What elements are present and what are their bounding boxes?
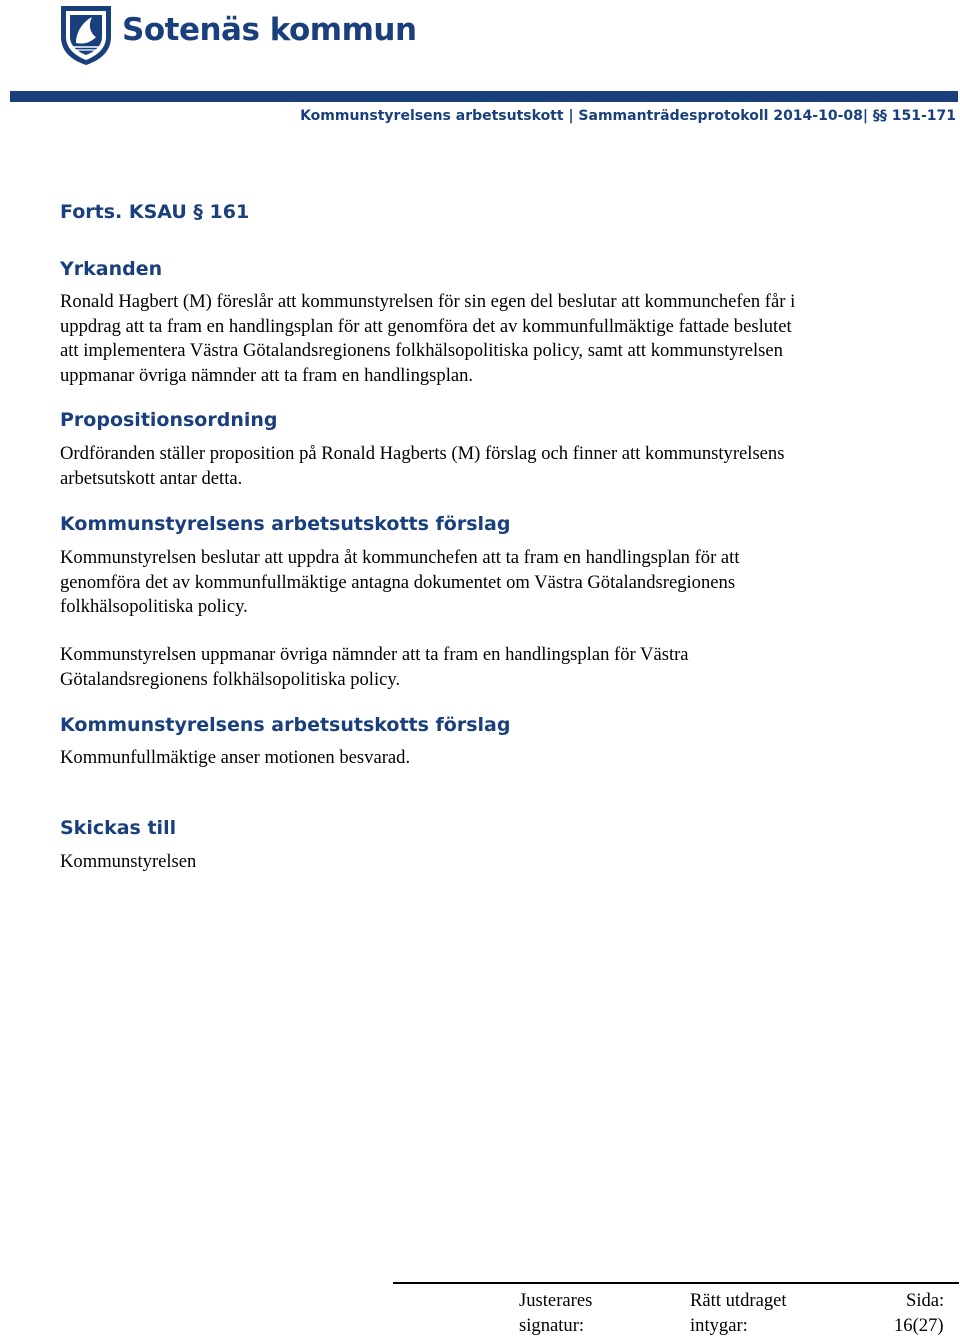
text-line: Kommunfullmäktige anser motionen besvarad. (60, 747, 411, 768)
forslag-paragraph-3 (60, 746, 905, 771)
footer-intygar: intygar: (690, 1315, 748, 1336)
bird-shield-icon (58, 3, 114, 67)
propositionsordning-heading: Propositionsordning (60, 409, 278, 431)
text-line: Kommunstyrelsen uppmanar övriga nämnder att ta fram en handlingsplan för Västra (60, 644, 689, 665)
footer-justerares: Justerares (519, 1290, 593, 1311)
propositionsordning-paragraph (60, 442, 905, 491)
text-line: Ronald Hagbert (M) föreslår att kommunstyrelsen för sin egen del beslutar att kommunchefen får i (60, 291, 796, 312)
footer-ratt-utdraget: Rätt utdraget (690, 1290, 787, 1311)
section-heading: Forts. KSAU § 161 (60, 201, 250, 223)
footer-signatur: signatur: (519, 1315, 585, 1336)
skickas-till-recipient (60, 850, 905, 875)
forslag-paragraph (60, 546, 905, 620)
text-line: folkhälsopolitiska policy. (60, 596, 248, 617)
skickas-till-heading: Skickas till (60, 817, 177, 839)
yrkanden-paragraph (60, 290, 905, 388)
footer-page-number: 16(27) (894, 1315, 944, 1336)
footer-sida-label: Sida: (906, 1290, 945, 1311)
forslag-paragraph-2 (60, 643, 905, 692)
text-line: Ordföranden ställer proposition på Ronald Hagberts (M) förslag och finner att kommunstyrelsens (60, 443, 785, 464)
text-line: att implementera Västra Götalandsregionens folkhälsopolitiska policy, samt att kommunstyrelsen (60, 340, 783, 361)
text-line: uppmanar övriga nämnder att ta fram en handlingsplan. (60, 364, 474, 386)
text-line: arbetsutskott antar detta. (60, 467, 243, 489)
forslag-heading-2: Kommunstyrelsens arbetsutskotts förslag (60, 714, 511, 736)
header-bar (10, 91, 958, 102)
text-line: Kommunstyrelsen (60, 851, 197, 872)
forslag-heading: Kommunstyrelsens arbetsutskotts förslag (60, 513, 511, 535)
document-header-title: Kommunstyrelsens arbetsutskott | Sammanträdesprotokoll 2014-10-08| §§ 151-171 (300, 108, 956, 124)
text-line: Kommunstyrelsen beslutar att uppdra åt kommunchefen att ta fram en handlingsplan för att (60, 547, 740, 568)
footer-rule (393, 1282, 959, 1284)
text-line: Götalandsregionens folkhälsopolitiska policy. (60, 668, 401, 690)
text-line: genomföra det av kommunfullmäktige antagna dokumentet om Västra Götalandsregionens (60, 571, 736, 593)
yrkanden-heading: Yrkanden (60, 258, 163, 280)
text-line: uppdrag att ta fram en handlingsplan för att genomföra det av kommunfullmäktige fattade beslutet (60, 315, 792, 337)
logo-wordmark: Sotenäs kommun (122, 12, 417, 48)
